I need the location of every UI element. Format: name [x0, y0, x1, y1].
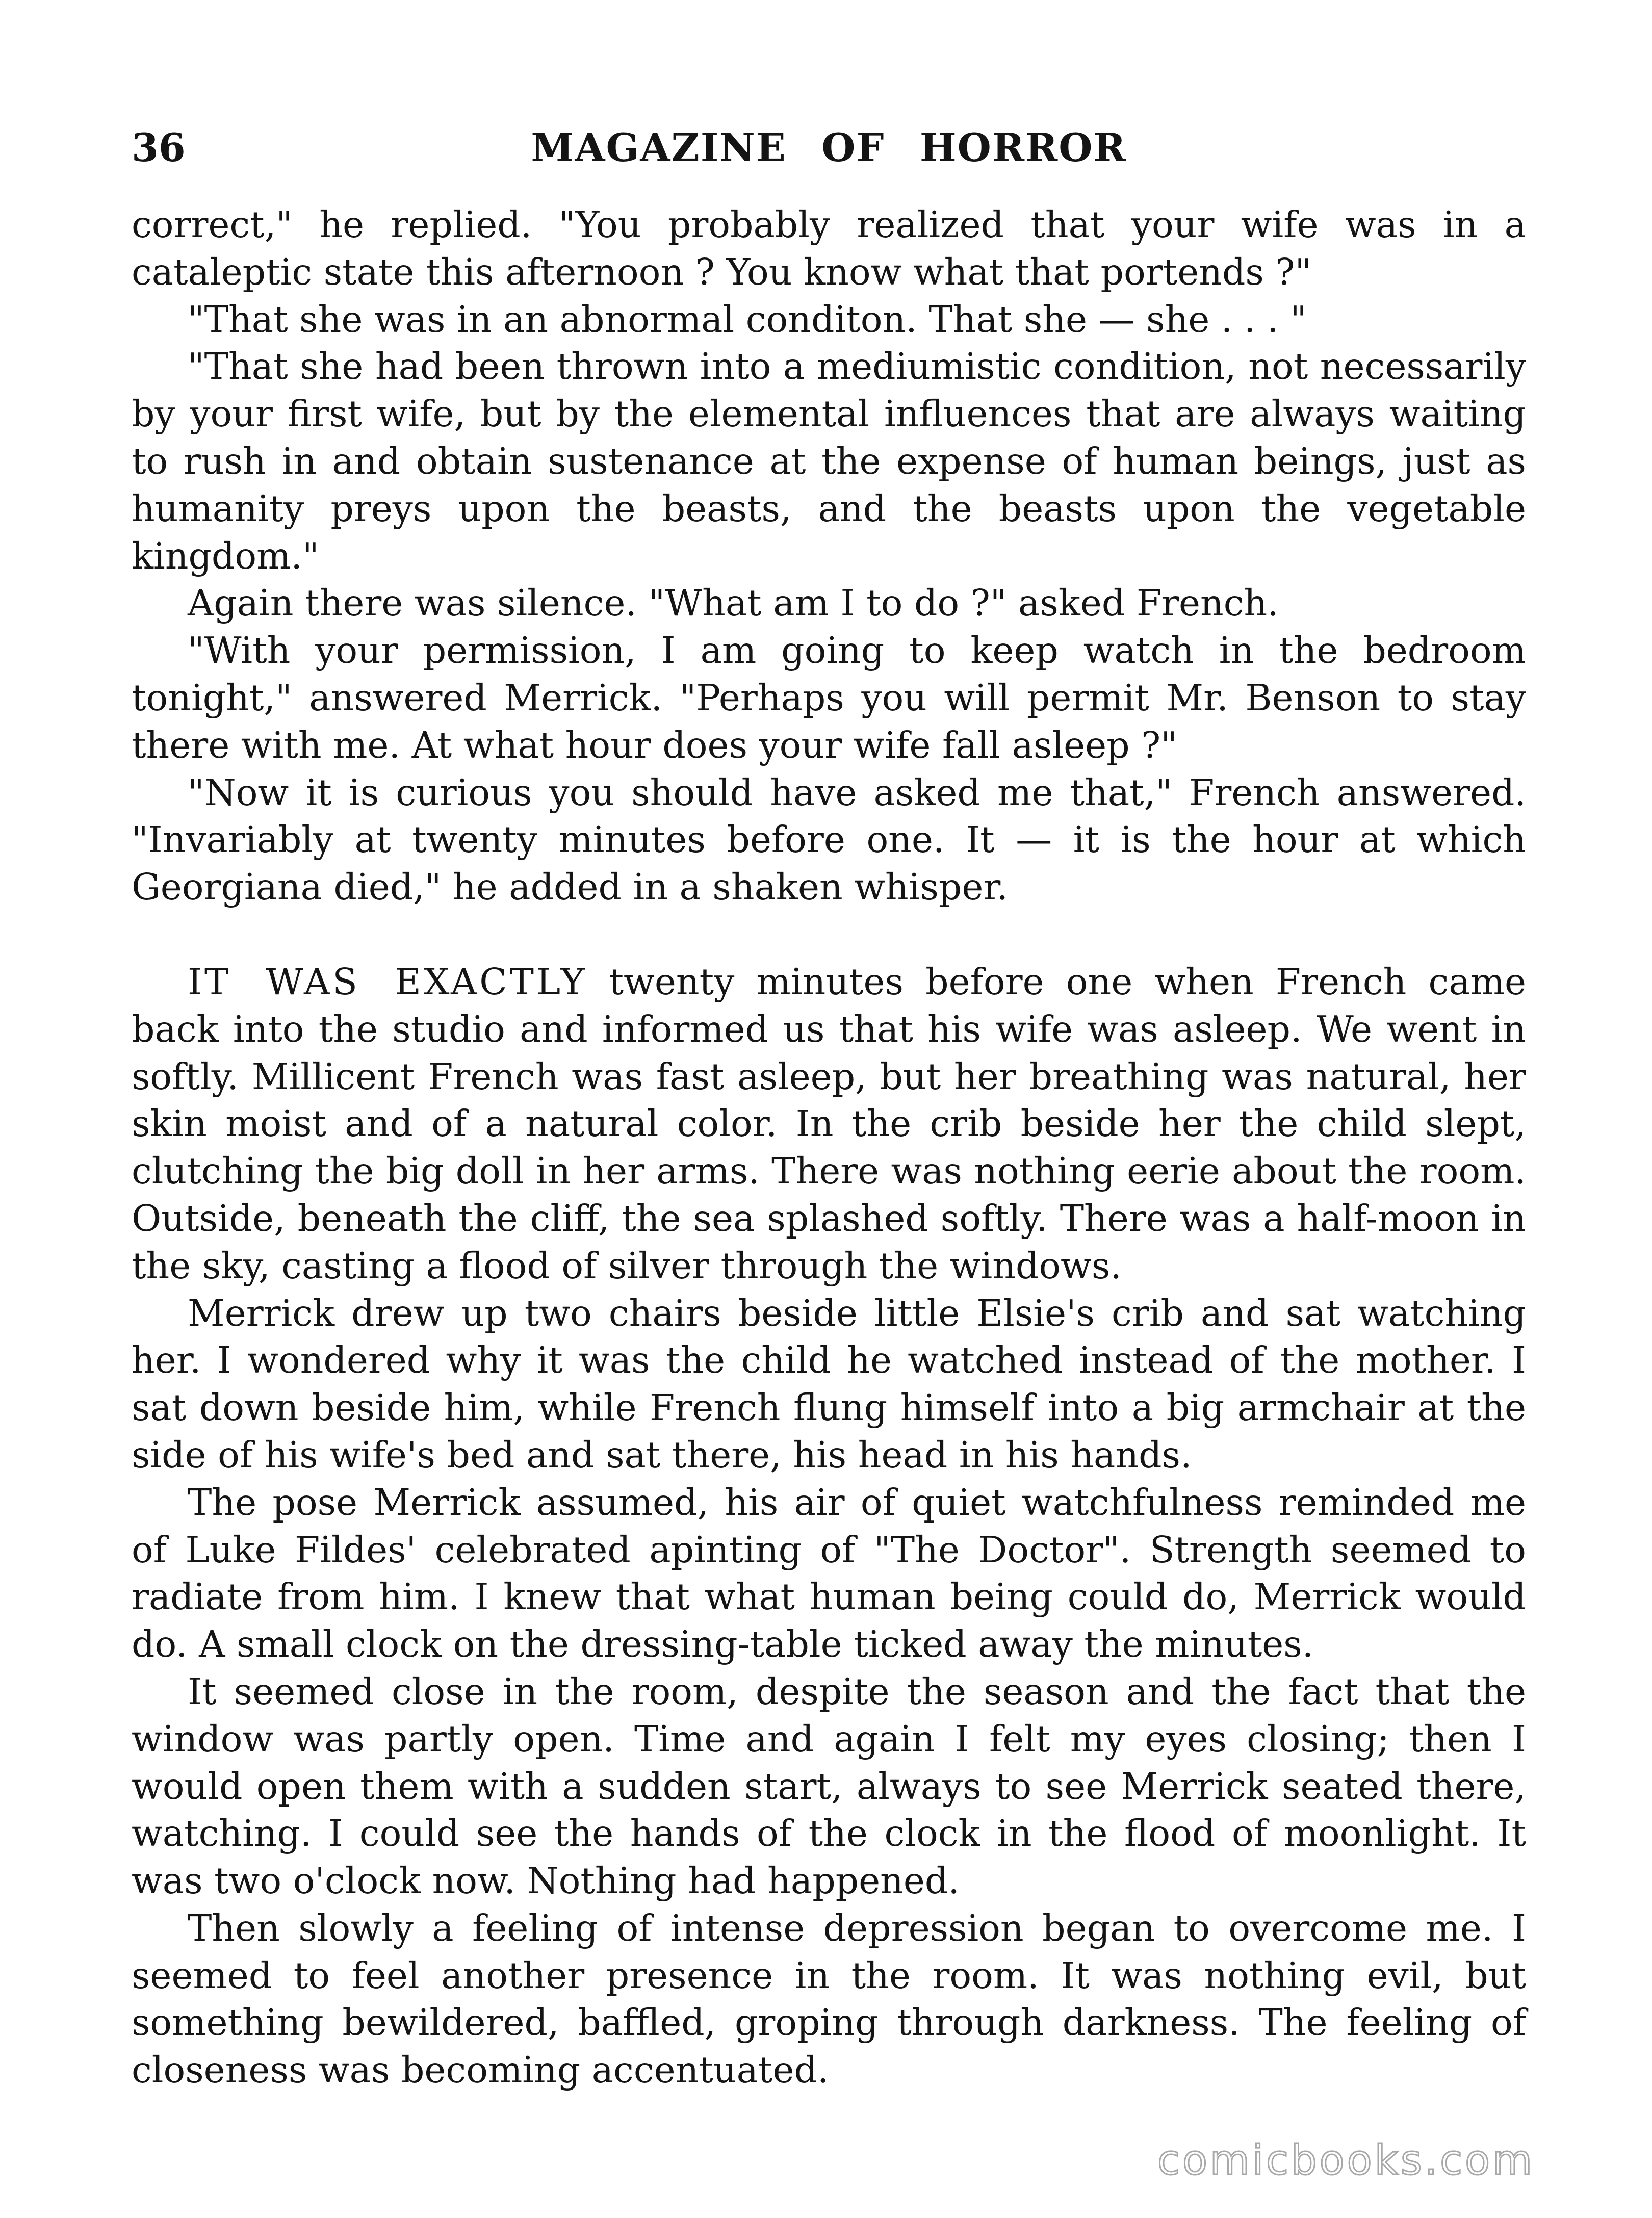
section-lead-in: IT WAS EXACTLY [188, 960, 587, 1003]
paragraph: "With your permission, I am going to keep watch in the bedroom tonight," answered Merrick. "Perhaps you will permit Mr. Benson to stay there with me. At what hour does your wife fall asleep ?" [132, 629, 1526, 766]
paragraph: correct," he replied. "You probably realized that your wife was in a cataleptic state this afternoon ? You know what that portends ?" [132, 203, 1526, 293]
magazine-page [132, 0, 1526, 2218]
paragraph: Then slowly a feeling of intense depression began to overcome me. I seemed to feel another presence in the room. It was nothing evil, but something bewildered, baffled, groping through darkness. The feeling of closeness was becoming accentuated. [132, 1906, 1526, 2092]
paragraph: Merrick drew up two chairs beside little Elsie's crib and sat watching her. I wondered why it was the child he watched instead of the mother. I sat down beside him, while French flung himself into a big armchair at the side of his wife's bed and sat there, his head in his hands. [132, 1292, 1526, 1476]
paragraph: It seemed close in the room, despite the season and the fact that the window was partly open. Time and again I felt my eyes closing; then I would open them with a sudden start, always to see Merrick seated there, watching. I could see the hands of the clock in the flood of moonlight. It was two o'clock now. Nothing had happened. [132, 1670, 1526, 1902]
page-number: 36 [132, 125, 186, 170]
paragraph: "That she was in an abnormal conditon. That she — she . . . " [188, 298, 1307, 341]
paragraph: "Now it is curious you should have asked me that," French answered. "Invariably at twenty minutes before one. It — it is the hour at which Georgiana died," he added in a shaken whisper. [132, 771, 1526, 909]
watermark: comicbooks.com [1157, 2136, 1535, 2184]
paragraph: "That she had been thrown into a mediumistic condition, not necessarily by your first wife, but by the elemental influences that are always waiting to rush in and obtain sustenance at the expense of human beings, just as humanity preys upon the beasts, and the beasts upon the vegetable kingdom." [132, 345, 1526, 577]
section-opening-text: twenty minutes before one when French came back into the studio and informed us that his wife was asleep. We went in softly. Millicent French was fast asleep, but her breathing was natural, her skin moist and of a natural color. In the crib beside her the child slept, clutching the big doll in her arms. There was nothing eerie about the room. Outside, beneath the cliff, the sea splashed softly. There was a half-moon in the sky, casting a flood of silver through the windows. [132, 960, 1526, 1287]
paragraph: Again there was silence. "What am I to do ?" asked French. [188, 582, 1279, 625]
paragraph: The pose Merrick assumed, his air of quiet watchfulness reminded me of Luke Fildes' celebrated apinting of "The Doctor". Strength seemed to radiate from him. I knew that what human being could do, Merrick would do. A small clock on the dressing-table ticked away the minutes. [132, 1481, 1526, 1666]
page-header [132, 122, 1526, 173]
section-opening-paragraph [132, 959, 1526, 1290]
running-title: MAGAZINE OF HORROR [531, 125, 1127, 170]
story-text [132, 201, 1526, 2094]
